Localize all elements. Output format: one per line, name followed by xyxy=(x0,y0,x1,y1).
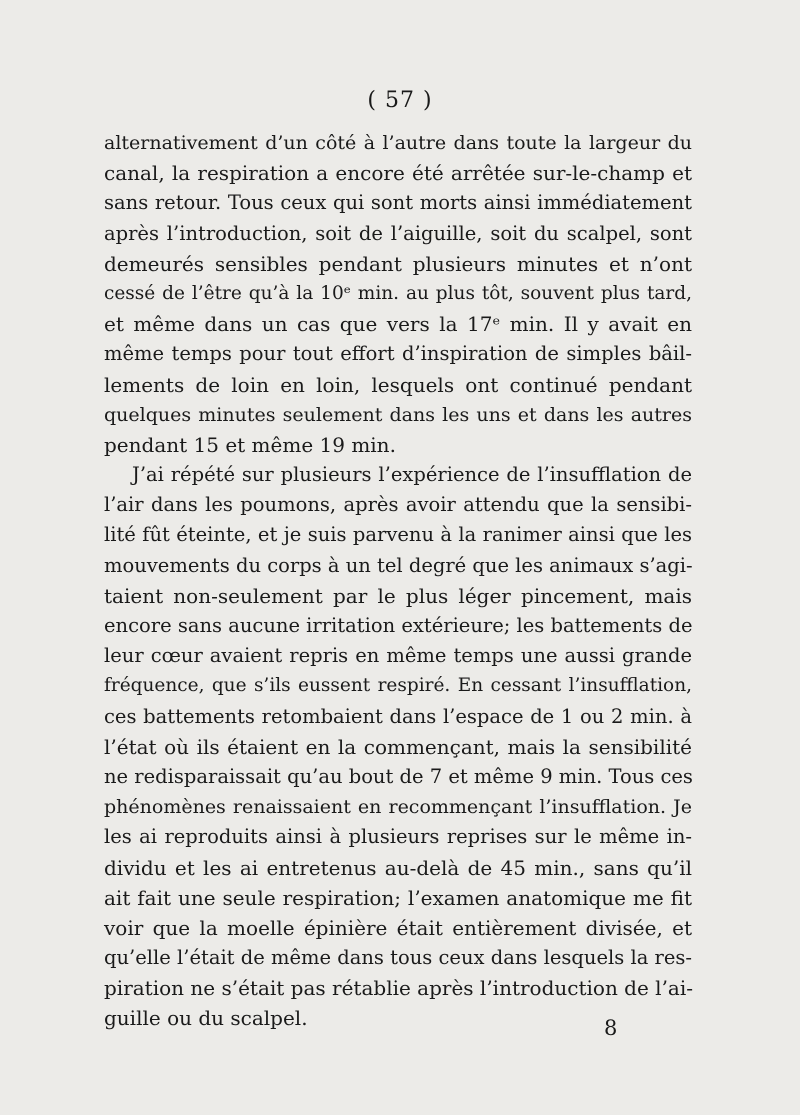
text-line: ces battements retombaient dans l’espace de 1 ou 2 min. à xyxy=(104,704,692,728)
body-text xyxy=(104,128,692,1034)
text-line: cessé de l’être qu’à la 10ᵉ min. au plus tôt, souvent plus tard, xyxy=(104,282,692,304)
text-line: piration ne s’était pas rétablie après l’introduction de l’ai- xyxy=(104,976,694,1001)
text-line: alternativement d’un côté à l’autre dans toute la largeur du xyxy=(104,132,692,154)
text-line: même temps pour tout effort d’inspiration de simples bâil- xyxy=(104,342,692,366)
text-line: mouvements du corps à un tel degré que les animaux s’agi- xyxy=(104,553,693,577)
text-line: ait fait une seule respiration; l’examen anatomique me fit xyxy=(104,885,692,910)
text-line: pendant 15 et même 19 min. xyxy=(104,432,396,457)
text-line: lements de loin en loin, lesquels ont continué pendant xyxy=(104,372,692,397)
text-line: leur cœur avaient repris en même temps une aussi grande xyxy=(104,644,692,668)
text-line: ne redisparaissait qu’au bout de 7 et même 9 min. Tous ces xyxy=(104,764,693,788)
text-line: après l’introduction, soit de l’aiguille, soit du scalpel, sont xyxy=(104,221,692,245)
text-line: taient non-seulement par le plus léger pincement, mais xyxy=(104,583,692,608)
text-line: fréquence, que s’ils eussent respiré. En cessant l’insufflation, xyxy=(104,675,692,697)
text-line: phénomènes renaissaient en recommençant l’insufflation. Je xyxy=(104,796,692,819)
text-line: dividu et les ai entretenus au-delà de 45 min., sans qu’il xyxy=(104,855,692,880)
text-line: voir que la moelle épinière était entièrement divisée, et xyxy=(104,915,692,940)
text-line: canal, la respiration a encore été arrêtée sur-le-champ et xyxy=(104,161,692,186)
text-line: les ai reproduits ainsi à plusieurs reprises sur le même in- xyxy=(104,825,692,849)
paragraph-2 xyxy=(104,460,692,1034)
signature-mark: 8 xyxy=(604,1016,618,1040)
text-line: demeurés sensibles pendant plusieurs minutes et n’ont xyxy=(104,251,692,276)
text-line: l’air dans les poumons, après avoir attendu que la sensibi- xyxy=(104,493,692,517)
text-line: J’ai répété sur plusieurs l’expérience de l’insufflation de xyxy=(132,463,692,487)
paragraph-1 xyxy=(104,128,692,460)
text-line: l’état où ils étaient en la commençant, mais la sensibilité xyxy=(104,734,692,759)
text-line: encore sans aucune irritation extérieure; les battements de xyxy=(104,614,693,637)
text-line: quelques minutes seulement dans les uns et dans les autres xyxy=(104,403,692,426)
text-line: lité fût éteinte, et je suis parvenu à la ranimer ainsi que les xyxy=(104,523,692,547)
text-line: guille ou du scalpel. xyxy=(104,1006,308,1031)
text-line: qu’elle l’était de même dans tous ceux dans lesquels la res- xyxy=(104,946,692,970)
text-line: sans retour. Tous ceux qui sont morts ainsi immédiatement xyxy=(104,191,692,215)
page-number: ( 57 ) xyxy=(367,88,433,113)
text-line: et même dans un cas que vers la 17ᵉ min. Il y avait en xyxy=(104,312,692,337)
